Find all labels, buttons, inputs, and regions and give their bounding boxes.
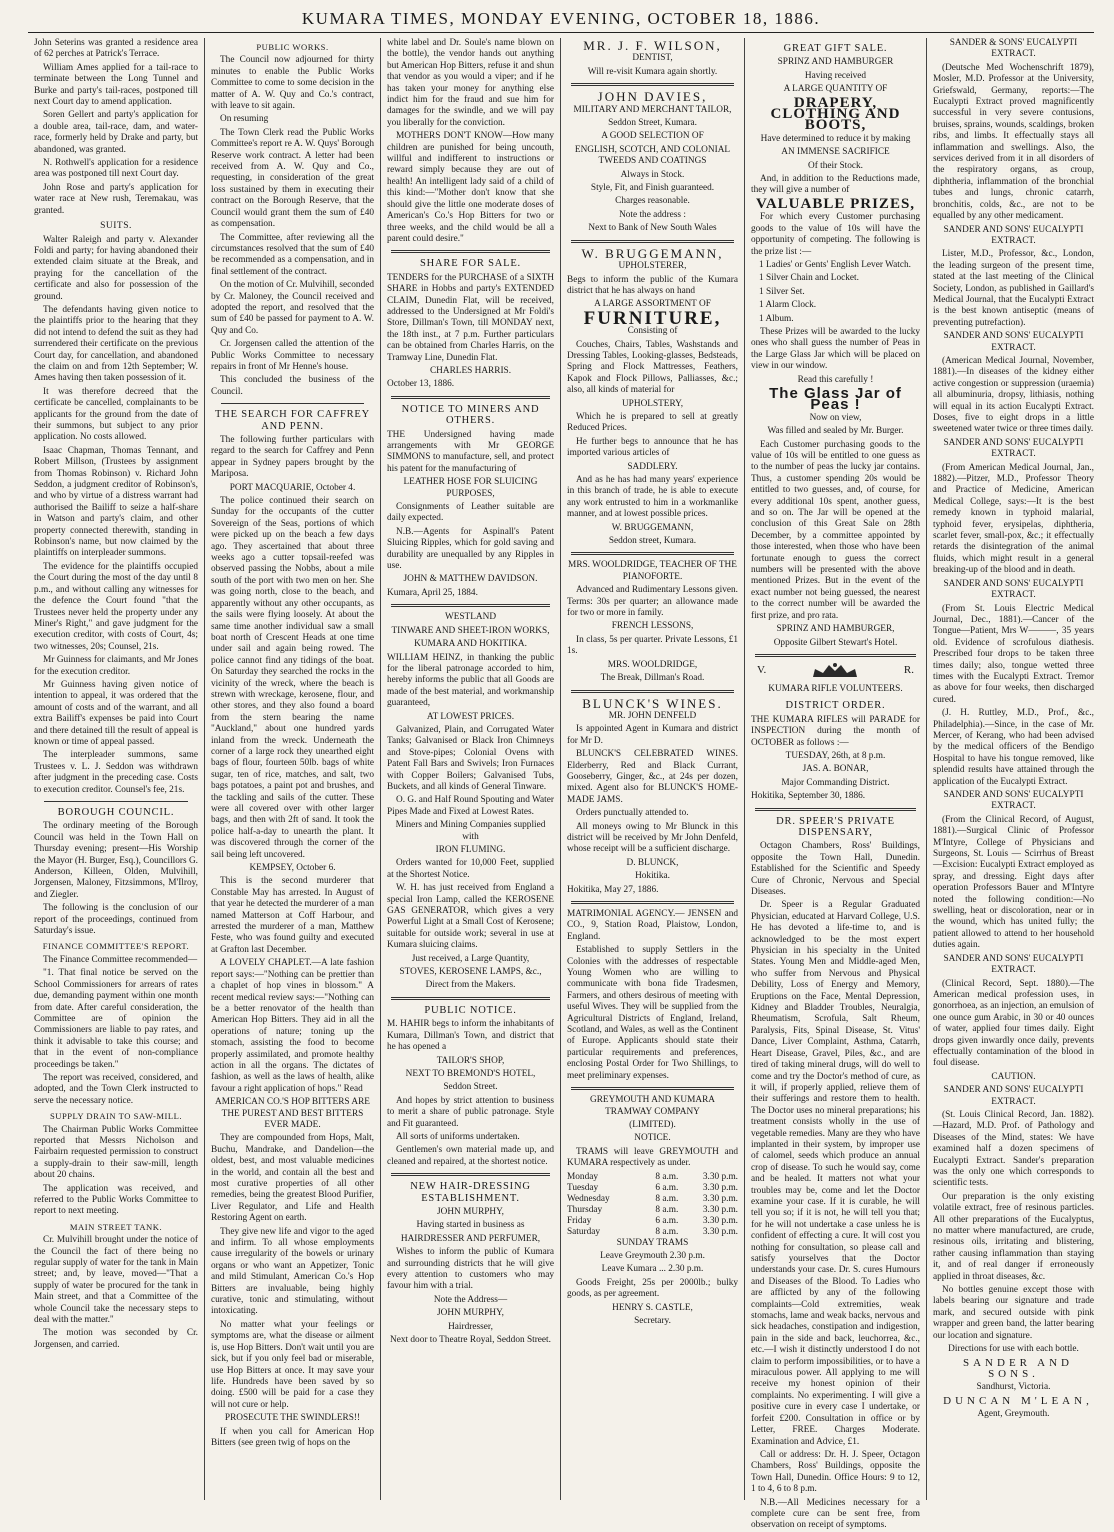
ad-line: HAIRDRESSER AND PERFUMER, [400,1233,541,1244]
paragraph: Begs to inform the public of the Kumara district that he has always on hand [567,274,738,296]
ad-line: DENTIST, [632,53,673,64]
paragraph: The Council now adjourned for thirty minutes to enable the Public Works Committee to come to some decision in the matter of A. W. Quy and Co.'s contract, with leave to sit again. [211,55,374,112]
paragraph: It was therefore decreed that the certificate be cancelled, complainants to be applicants for the ground from the date of their summons, but subject to any prior application. No costs allowed. [34,386,198,443]
paragraph: Mr Guinness having given notice of intention to appeal, it was ordered that the amount of costs and of the warrant, and all extra Bailiff's expenses be paid into Court and there detained till the result of appeal is known or time of appeal passed. [34,679,198,747]
paragraph: Next door to Theatre Royal, Seddon Street. [390,1335,551,1346]
ad-heading: SANDER AND SONS' EUCALYPTI EXTRACT. [943,331,1084,353]
ad-heading: BLUNCK'S WINES. [582,695,723,711]
signature: SPRINZ AND HAMBURGER, [776,624,895,635]
ad-heading: The Glass Jar of Peas ! [769,384,902,414]
ad-heading: SANDER AND SONS' EUCALYPTI EXTRACT. [943,1085,1084,1107]
ad-line: Style, Fit, and Finish guaranteed. [590,183,715,194]
paragraph: Is appointed Agent in Kumara and district for Mr D. [567,724,738,746]
ad-line: STOVES, KEROSENE LAMPS, &c., [399,967,542,978]
divider [571,83,734,86]
day-cell: Saturday [567,1226,601,1237]
paragraph: The motion was seconded by Cr. Jorgensen, and carried. [34,1328,198,1350]
paragraph: This is the second murderer that Constable May has arrested. In August of that year he detected the murderer of a man named Matterson at Coff Harbour, and arrested the murderer of a man, Matthew Feste, who was found guilty and executed at Grafton last December. [211,876,374,955]
paragraph: For which every Customer purchasing goods to the value of 10s will have the opportunity of competing. The following is the prize list :— [751,212,920,257]
ad-line: KUMARA AND HOKITIKA. [414,639,527,650]
paragraph: Couches, Chairs, Tables, Washstands and Dressing Tables, Looking-glasses, Bedsteads, Spring and Flock Mattresses, Feathers, Kapok and Flock Pillows, Palliasses, &c.; also, all kinds of material for [567,339,738,396]
paragraph: TRAMS will leave GREYMOUTH and KUMARA respectively as under. [567,1146,738,1169]
paragraph: (From St. Louis Electric Medical Journal, Dec., 1881).—Cancer of the Tongue—Patient, Mrs W———, 35 years old. Evidence of scrofulous diathesis. Prescribed four drops to be taken three times daily; also, tongue wetted three times with the Eucalypti Extract. Tremor as above for four weeks, then discharged cured. [933,603,1094,705]
paragraph: "1. That final notice be served on the School Commissioners for arrears of rates due, demanding payment within one month from date. After careful consideration, the Committee are of opinion the Commissioners are liable to pay rates, and think it advisable to take this course; and that in the event of non-compliance proceedings be taken." [34,968,198,1070]
column-2 [204,38,380,1500]
ad-line: A LARGE QUANTITY OF [783,84,888,95]
paragraph: (St. Louis Clinical Record, Jan. 1882).—Hazard, M.D. Prof. of Pathology and Diseases of the Mind, states: We have examined half a dozen specimens of Eucalypti Extract. Sander's preparation was the only one which corresponds to scientific tests. [933,1109,1094,1189]
dateline: PORT MACQUARIE, October 4. [229,482,356,493]
paragraph: THE KUMARA RIFLES will PARADE for INSPECTION during the month of OCTOBER as follows :— [751,714,920,748]
ad-heading: DRAPERY, CLOTHING AND BOOTS, [770,94,901,134]
ad-heading: W. BRUGGEMANN, [581,245,724,261]
ad-line: JOHN MURPHY, [437,1206,504,1217]
paragraph: (J. H. Ruttley, M.D., Prof., &c., Philadelphia).—Since, in the case of Mr. Mercer, of Kerang, who had been advised by the medical officers of the Bendigo Hospital to have his tongue removed, like splendid results have attained through the application of the Eucalypti Extract. [933,708,1094,787]
day-cell: Wednesday [567,1193,610,1204]
divider [391,997,550,1000]
time-cell: 3.30 p.m. [702,1182,738,1193]
ad-line: Was filled and sealed by Mr. Burger. [767,426,904,437]
timetable-row [567,1205,738,1216]
divider [755,808,916,811]
paragraph: On resuming [220,114,269,125]
divider [571,552,734,555]
emblem-letter: R. [903,664,914,677]
paragraph: Mr Guinness for claimants, and Mr Jones for the execution creditor. [34,655,198,677]
ad-line: UPHOLSTERY, [621,398,684,409]
ad-line: Seddon Street, Kumara. [608,118,697,129]
divider [755,654,916,657]
paragraph: No matter what your feelings or symptoms are, what the disease or ailment is, use Hop Bitters. Don't wait until you are sick, but if you only feel bad or miserable, use Hop Bitters at once. It may save your life. Hundreds have been saved by so doing. £500 will be paid for a case they will not cure or help. [211,1319,374,1410]
ad-line: Major Commanding District. [781,777,890,788]
ad-heading: SANDER AND SONS' EUCALYPTI EXTRACT. [943,953,1084,976]
column-4 [560,38,744,1500]
ad-line: AT LOWEST PRICES. [426,711,515,722]
timetable-row [567,1227,738,1238]
timetable-row [567,1183,738,1194]
ad-heading: PUBLIC NOTICE. [424,1004,517,1016]
timetable-row [567,1216,738,1227]
paragraph: And as he has had many years' experience in this branch of trade, he is able to execute any work entrusted to him in a workmanlike manner, and at lowest possible prices. [567,475,738,520]
section-heading: SUITS. [100,221,132,232]
ad-line: (LIMITED). [629,1119,676,1130]
time-cell: 3.30 p.m. [702,1171,738,1182]
time-cell: 3.30 p.m. [702,1193,738,1204]
time-cell: 8 a.m. [655,1171,679,1182]
prize-list [751,260,920,325]
time-cell: 6 a.m. [655,1215,679,1226]
crown-emblem [757,662,914,680]
divider [221,403,364,404]
ad-line: SPRINZ AND HAMBURGER [777,57,894,68]
divider [391,250,550,253]
paragraph: The defendants having given notice to the plaintiffs prior to the hearing that they did not intend to defend the suit as they had surrendered their certificate on the previous Court day, for cancellation, and abandoned the claim on and from 12th September; W. Ames having then taken possession of it. [34,304,198,384]
signature: SANDER AND SONS. [963,1356,1073,1380]
ad-line: MR. JOHN DENFELD [608,710,697,721]
paragraph: They give new life and vigor to the aged and infirm. To all whose employments cause irregularity of the bowels or urinary organs or who want an Appetizer, Tonic and mild Stimulant, American Co.'s Hop Bitters are invaluable, being highly curative, tonic and stimulating, without intoxicating. [211,1226,374,1317]
divider [44,801,188,802]
paragraph: Directions for use with each bottle. [948,1344,1079,1355]
list-item: 1 Alarm Clock. [759,300,817,311]
ad-line: Have determined to reduce it by making [760,133,911,144]
section-heading: PUBLIC WORKS. [256,42,329,52]
ad-line: SUNDAY TRAMS [616,1237,689,1248]
paragraph: The Finance Committee recommended— [43,954,198,965]
divider [571,690,734,693]
section-heading: MAIN STREET TANK. [69,1221,163,1232]
ad-line: Leave Greymouth 2.30 p.m. [600,1250,705,1261]
ad-line: A GOOD SELECTION OF [601,131,704,142]
paragraph: Just received, a Large Quantity, [411,953,530,964]
divider [571,901,734,904]
ad-line: WESTLAND [444,612,497,623]
paragraph: W. H. has just received from England a special Iron Lamp, called the KEROSENE GAS GENERATOR, which gives a very Powerful Light at a Small Cost of Kerosene; suitable for outside work; several in use at Kumara sluicing claims. [387,883,554,951]
paragraph: Orders wanted for 10,000 Feet, supplied at the Shortest Notice. [387,858,554,880]
ad-line: NEXT TO BREMOND'S HOTEL, [405,1068,536,1079]
columns [28,38,1100,1531]
ad-line: Opposite Gilbert Stewart's Hotel. [773,637,898,648]
paragraph: Walter Raleigh and party v. Alexander Foldi and party; for having abandoned their extended claim situate at the Break, and praying for the cancellation of the certificate and also for possession of the ground. [34,234,198,302]
paragraph: Gentlemen's own material made up, and cleaned and repaired, at the shortest notice. [387,1145,554,1167]
ad-line: Secretary. [634,1315,671,1326]
divider [391,1173,550,1176]
paragraph: BLUNCK'S CELEBRATED WINES. Elderberry, Red and Black Currant, Gooseberry, Ginger, &c., at 24s per dozen, mixed. Agent also for BLUNCK'S HOME-MADE JAMS. [567,749,738,805]
paragraph: Lister, M.D., Professor, &c., London, the leading surgeon of the present time, stated at the last meeting of the Clinical Society, London, as published in Gaillard's Medical Journal, that the Eucalypti Extract is the best known antiseptic (means of preventing putrefaction). [933,249,1094,328]
ad-heading: SANDER & SONS' EUCALYPTI EXTRACT. [949,38,1078,60]
paragraph: N.B.—All Medicines necessary for a complete cure can be sent free, from observation on receipt of symptoms. [751,1497,920,1531]
paragraph: Our preparation is the only existing volatile extract, free of resinous particles. All other preparations of the Eucalyptus, no matter where manufactured, are crude, resinous oils, irritating and blistering, rather causing inflammation than staying it, and of real danger if erroneously applied in throat diseases, &c. [933,1191,1094,1282]
signature: HENRY S. CASTLE, [612,1302,693,1313]
paragraph: M. HAHIR begs to inform the inhabitants of Kumara, Dillman's Town, and district that he has opened a [387,1019,554,1053]
ad-line: LEATHER HOSE FOR SLUICING PURPOSES, [403,477,538,499]
section-heading: SUPPLY DRAIN TO SAW-MILL. [49,1111,183,1122]
paragraph: He further begs to announce that he has imported various articles of [567,436,738,459]
paragraph: A LOVELY CHAPLET.—A late fashion report says:—"Nothing can be prettier than a chaplet of hop vines in blossom." A recent medical review says:—"Nothing can be a better renovator of the health than American Hop Bitters. They aid in all the operations of nature; toning up the stomach, assisting the food to become properly assimilated, and promote healthy action in all the organs. The dictates of fashion, as well as the laws of health, alike favour a right application of hops." Read [211,958,374,1094]
section-heading: FINANCE COMMITTEE'S REPORT. [42,941,190,952]
ad-heading: SHARE FOR SALE. [420,258,521,270]
date: Hokitika, May 27, 1886. [567,884,659,895]
dateline: KEMPSEY, October 6. [249,863,336,874]
paragraph: William Ames applied for a tail-race to terminate between the Long Tunnel and Burke and party's tail-races, postponed till next Court day to amend application. [34,62,198,108]
paragraph: Call or address: Dr. H. J. Speer, Octagon Chambers, Ross' Buildings, opposite the Town Hall, Dunedin. Office Hours: 9 to 12, 1 to 4, 6 to 8 p.m. [751,1449,920,1495]
paragraph: John Rose and party's application for water race at New rush, Teremakau, was granted. [34,182,198,216]
paragraph: On the motion of Cr. Mulvihill, seconded by Cr. Maloney, the Council received and adopted the report, and resolved that the sum of £40 be passed for payment to A. W. Quy and Co. [211,280,374,336]
ad-line: Of their Stock. [808,160,863,171]
day-cell: Monday [567,1171,598,1182]
ad-line: Next to Bank of New South Wales [588,223,717,234]
paragraph: N.B.—Agents for Aspinall's Patent Sluicing Ripples, which for gold saving and durability are unequalled by any Ripples in use. [387,526,554,572]
paragraph: MOTHERS DON'T KNOW—How many children are punished for being uncouth, willful and indifferent to instructions or reward simply because they are out of health! An intelligent lady said of a child of this kind:—"Mother don't know that she should give the little one moderate doses of American's Co.'s Hop Bitters for two or three weeks, and the child would be all a parent could desire." [387,131,554,244]
paragraph: They are compounded from Hops, Malt, Buchu, Mandrake, and Dandelion—the oldest, best, and most valuable medicines in the world, and contain all the best and most curative properties of all other remedies, being the greatest Blood Purifier, Liver Regulator, and Life and Health Restoring Agent on earth. [211,1133,374,1224]
paragraph: (From the Clinical Record, of August, 1881).—Surgical Clinic of Professor M'Intyre, College of Physicians and Surgeons, St. Louis — Scirrhus of Breast—Excision: Eucalypti Extract employed as spray, and dressing. Eight days after operation Professors Bauer and M'Intyre noted the following condition:—No swelling, heat or discoloration, near or in the wound, which has united fully; the patient allowed to attend to her household duties again. [933,814,1094,951]
ad-line: ENGLISH, SCOTCH, AND COLONIAL TWEEDS AND COATINGS [574,144,731,167]
column-6 [926,38,1100,1500]
ad-heading: GREAT GIFT SALE. [783,43,888,54]
column-1 [28,38,204,1500]
ad-line: UPHOLSTERER, [618,261,687,272]
paragraph: Established to supply Settlers in the Colonies with the addresses of respectable Young Women who are willing to communicate with bona fide Tradesmen, Farmers, and others desirous of meeting with useful Wives. They will be supplied from the Agricultural Districts of England, Ireland, Scotland, and Wales, as well as the Continent of Europe. Applicants should state their particular requirements and preferences, enclosing Postal Order for Two Shillings, to meet preliminary expenses. [567,945,738,1081]
paragraph: This concluded the business of the Council. [211,375,374,397]
ad-heading: TINWARE AND SHEET-IRON WORKS, [391,625,550,636]
divider [571,1087,734,1090]
ad-heading: SANDER AND SONS' EUCALYPTI EXTRACT. [943,790,1084,812]
divider [391,396,550,399]
paragraph: The Chairman Public Works Committee reported that Messrs Nicholson and Fairbairn requested permission to construct a supply-drain to their saw-mill, length about 20 chains. [34,1124,198,1181]
ad-heading: NEW HAIR-DRESSING ESTABLISHMENT. [410,1181,531,1204]
ad-line: Consisting of [627,326,678,337]
paragraph: Wishes to inform the public of Kumara and surrounding districts that he will give every attention to customers who may favour him with a trial. [387,1247,554,1292]
paragraph: N. Rothwell's application for a residence area was postponed till next Court day. [34,158,198,180]
column-5 [744,38,926,1531]
ad-line: Read this carefully ! [797,374,874,385]
ad-line: Agent, Greymouth. [977,1409,1050,1420]
paragraph: Isaac Chapman, Thomas Tennant, and Robert Millson, (Trustees by assignment from Thomas Robinson) v. Richard John Seddon, a judgment creditor of Robinson's, and who by virtue of a distress warrant had authorised the Bailiff to seize a half-share in Watson and party's claim, and other property connected therewith, standing in Robinson's name, but now claimed by the plaintiffs on interpleader summons. [34,445,198,559]
list-item: 1 Silver Chain and Locket. [759,273,859,284]
ad-line: FRENCH LESSONS, [611,621,694,632]
ad-line: AN IMMENSE SACRIFICE [781,147,890,158]
ad-line: NOTICE. [634,1133,671,1144]
ad-line: Hairdresser, [448,1321,493,1332]
timetable-row [567,1172,738,1183]
paragraph: Each Customer purchasing goods to the value of 10s will be entitled to one guess as to the number of peas the lucky jar contains. Thus, a customer spending 20s would be entitled to two guesses, and, of course, for every additional 10s spent, another guess, and so on. The Jar will be opened at the conclusion of this Great Sale on 28th December, by a committee appointed by those interested, when those who have been fortunate enough to guess the correct numbers will be presented with the above mentioned Prizes. But in the event of the exact number not being guessed, the nearest to the correct number will be awarded the first prize, and pro rata. [751,439,920,621]
ad-heading: SANDER AND SONS' EUCALYPTI EXTRACT. [943,437,1084,460]
paragraph: Dr. Speer is a Regular Graduated Physician, educated at Harvard College, U.S. He has devoted a life-time to, and is acknowledged to be the most expert Physician in his specialty in the United States. Young Men and Middle-aged Men, who suffer from Nervous and Physical Debility, Loss of Energy and Memory, Eruptions on the Face, Mental Depression, Kidney and Bladder Troubles, Neuralgia, Rheumatism, Scrofula, Salt Rheum, Paralysis, Fits, Spinal Disease, St. Vitus' Dance, Liver Complaint, Asthma, Catarrh, Heart Disease, Gravel, Piles, &c., and are tired of taking mineral drugs, will do well to come and try the Doctor's method of cure, as it will, if properly applied, relieve them of their sufferings and restore them to health. The Doctor uses no mineral preparations; his treatment consists wholly in the use of vegetable remedies. Many are they who have implanted in their system, by improper use of calomel, seeds which produce an annual crop of disease. To such he would say, come and be healed. It matters not what your troubles may be, come and let the Doctor examine your case. If it is curable, he will tell you so; if it is not, he will tell you that; for he will not undertake a case unless he is confident of effecting a cure. It will cost you nothing for consultation, so please call and satisfy yourselves that the Doctor understands your case. Dr. S. cures Humours and Diseases of the Blood. To Ladies who are afflicted by any of the following complaints—Cold extremities, weak stomachs, lame and weak backs, nervous and sick headaches, constipation and indigestion, pain in the side and back, leuchorrea, &c., etc.—I wish it distinctly understood I do not claim to perform impossibilities, or to have a miraculous power. All applying to me will receive my honest opinion of their complaints. No experimenting. I will give a positive cure in every case I undertake, or forfeit £200. Consultation in office or by Letter, FREE. Charges Moderate. Examination and Advice, £1. [751,900,920,1447]
paragraph: Goods Freight, 25s per 2000lb.; bulky goods, as per agreement. [567,1277,738,1300]
signature: JAS. A. BONAR, [802,764,869,775]
time-cell: 8 a.m. [655,1204,679,1215]
ad-line: Note the address : [619,209,686,220]
column-3 [380,38,560,1500]
signature: DUNCAN M'LEAN, [943,1394,1093,1407]
paragraph: Having started in business as [416,1220,525,1231]
paragraph: THE Undersigned having made arrangements with Mr GEORGE SIMMONS to manufacture, sell, and protect his patent for the manufacturing of [387,429,554,474]
divider [391,604,550,607]
list-item: 1 Ladies' or Gents' English Lever Watch. [759,259,911,270]
paragraph: The application was received, and referred to the Public Works Committee to report to next meeting. [34,1183,198,1217]
ad-heading: SANDER AND SONS' EUCALYPTI EXTRACT. [943,578,1084,601]
paragraph: Consignments of Leather suitable are daily expected. [387,502,554,524]
paragraph: The following further particulars with regard to the search for Caffrey and Penn appear in Sydney papers brought by the Mariposa. [211,435,374,480]
paragraph: The report was received, considered, and adopted, and the Town Clerk instructed to serve the necessary notice. [34,1072,198,1106]
ad-heading: PROSECUTE THE SWINDLERS!! [224,1413,361,1424]
ad-heading: GREYMOUTH AND KUMARA TRAMWAY COMPANY [590,1095,715,1117]
paragraph: Orders punctually attended to. [576,808,689,819]
ad-heading: FURNITURE, [583,307,722,329]
ad-line: Charges reasonable. [615,196,690,207]
paragraph: The ordinary meeting of the Borough Council was held in the Town Hall on Thursday evening; present—His Worship the Mayor (H. Burger, Esq.), Councillors G. Anderson, Killeen, Olden, Mulvihill, Jorgensen, Maloney, Fitzsimmons, M'Ilroy, and Ziegler. [34,821,198,900]
paragraph: The Committee, after reviewing all the circumstances resolved that the sum of £40 be recommended as a compensation, and in final settlement of the contract. [211,232,374,277]
time-cell: 3.30 p.m. [702,1215,738,1226]
paragraph: The following is the conclusion of our report of the proceedings, continued from Saturday's issue. [34,903,198,937]
paragraph: (Deutsche Med Wochenschrift 1879), Mosler, M.D. Professor at the University, Griefswald, Germany, reports:—The Eucalypti Extract proved magnificently successful in very severe contusions, bruises, sprains, wounds, scaldings, broken ribs, and limbs. It effectually stays all inflammation and swellings. Also, the services derived from it in all disorders of the respiratory organs, as croup, diphtheria, inflammation of the bronchial tubes and lungs, chronic catarrh, bronchitis, colds, &c., are not to be equalled by any other medicament. [933,62,1094,222]
paragraph: And hopes by strict attention to business to merit a share of public patronage. Style and Fit guaranteed. [387,1095,554,1129]
paragraph: Galvanized, Plain, and Corrugated Water Tanks; Galvanised or Black Iron Chimneys and Stove-pipes; Colonial Ovens with Patent Fall Bars and Swivels; Iron Furnaces with Copper Boilers; Galvanised Tubs, Buckets, and all kinds of General Tinware. [387,724,554,792]
paragraph: Cr. Jorgensen called the attention of the Public Works Committee to necessary repairs in front of Mr Henne's house. [211,339,374,372]
emblem-letter: V. [757,664,767,677]
paragraph: Note the Address— [433,1294,508,1305]
date: Kumara, April 25, 1884. [387,587,478,598]
divider [571,240,734,243]
paragraph: Advanced and Rudimentary Lessons given. Terms: 30s per quarter; an allowance made for two or more in family. [567,585,738,619]
time-cell: 6 a.m. [655,1182,679,1193]
signature: JOHN & MATTHEW DAVIDSON. [403,574,538,585]
date: October 13, 1886. [387,379,455,390]
date: Hokitika, September 30, 1886. [751,791,866,802]
ad-line: Sandhurst, Victoria. [976,1382,1051,1393]
ad-line: Seddon street, Kumara. [608,536,697,547]
ad-heading: MR. J. F. WILSON, [583,38,722,53]
paragraph: These Prizes will be awarded to the lucky ones who shall guess the number of Peas in the Large Glass Jar which will be placed on view in our window. [751,326,920,372]
paragraph: In class, 5s per quarter. Private Lessons, £1 1s. [567,634,738,657]
ad-line: SADDLERY. [627,461,678,472]
ad-heading: SANDER AND SONS' EUCALYPTI EXTRACT. [943,224,1084,246]
signature: W. BRUGGEMANN, [611,522,694,533]
paragraph: (Clinical Record, Sept. 1880).—The American medical profession uses, in gonorrhoea, as an injection, an emulsion of one ounce gum Arabic, in 30 or 40 ounces of water, applied four times daily. Eight drops given inwardly once daily, prevents effectually contamination of the blood in foul disease. [933,978,1094,1069]
ad-heading: DR. SPEER'S PRIVATE DISPENSARY, [776,815,895,838]
paragraph: (From American Medical Journal, Jan., 1882).—Pitzer, M.D., Professor Theory and Practice of Medicine, American Medical College, says:—It is the best remedy known in typhoid malarial, typhoid fever, erysipelas, diphtheria, scarlet fever, small-pox, &c.; it effectually retards the disintegration of the animal fluids, which might result in a general breaking-up of the blood and in death. [933,462,1094,576]
paragraph: white label and Dr. Soule's name blown on the bottle), the vendor hands out anything but American Hop Bitters, refuse it and shun that vendor as you would a viper; and if he has taken your money for anything else indict him for the fraud and sue him for damages for the swindle, and we will pay you liberally for the conviction. [387,38,554,128]
ad-line: JOHN MURPHY, [437,1308,504,1319]
paragraph: Soren Gellert and party's application for a double area, tail-race, dam, and water-race, formerly held by Drake and party, but abandoned, was granted. [34,110,198,155]
signature: CHARLES HARRIS. [429,365,512,376]
timetable-row [567,1194,738,1205]
tram-timetable [567,1172,738,1238]
paragraph: All moneys owing to Mr Blunck in this district will be received by Mr John Denfeld, whose receipt will be a sufficient discharge. [567,821,738,855]
ad-heading: VALUABLE PRIZES, [755,195,916,212]
paragraph: Which he is prepared to sell at greatly Reduced Prices. [567,411,738,434]
signature: D. BLUNCK, [626,857,679,868]
crown-icon [805,662,865,680]
ad-line: Seddon Street. [443,1082,498,1093]
paragraph: TENDERS for the PURCHASE of a SIXTH SHARE in Hobbs and party's EXTENDED CLAIM, Dunedin Flat, will be received, addressed to the Undersigned at Mr Foldi's Store, Dillman's Town, till MONDAY next, the 18th inst., at 7 p.m. Further particulars can be obtained from Charles Harris, on the Tramway Line, Dunedin Flat. [387,272,554,363]
ad-line: TAILOR'S SHOP, [436,1055,505,1066]
article-heading: THE SEARCH FOR CAFFREY AND PENN. [214,409,370,432]
paragraph: If when you call for American Hop Bitters (see green twig of hops on the [211,1426,374,1448]
ad-heading: MRS. WOOLDRIDGE, TEACHER OF THE PIANOFORTE. [568,560,737,582]
masthead: KUMARA TIMES, MONDAY EVENING, OCTOBER 18, 1886. [28,6,1094,33]
ad-heading: MATRIMONIAL AGENCY.— JENSEN and CO., 9, Station Road, Plaistow, London, England. [567,909,738,942]
paragraph: No bottles genuine except those with labels bearing our signature and trade mark, and secured outside with pink wrapper and green band, the latter bearing our location and signature. [933,1285,1094,1341]
ad-line: Always in Stock. [620,169,685,180]
ad-line: A LARGE ASSORTMENT OF [594,299,711,310]
ad-line: MILITARY AND MERCHANT TAILOR, [573,104,732,115]
ad-line: Will re-visit Kumara again shortly. [587,66,718,77]
time-cell: 8 a.m. [655,1193,679,1204]
ad-line: TUESDAY, 26th, at 8 p.m. [785,750,886,761]
time-cell: 8 a.m. [655,1226,679,1237]
paragraph: Octagon Chambers, Ross' Buildings, opposite the Town Hall, Dunedin. Established for the Scientific and Speedy Cure of Chronic, Nervous and Special Diseases. [751,841,920,897]
paragraph: John Seterins was granted a residence area of 62 perches at Patrick's Terrace. [34,38,198,60]
time-cell: 3.30 p.m. [702,1204,738,1215]
time-cell: 3.30 p.m. [702,1226,738,1237]
ad-line: Now on view, [809,412,862,423]
ad-line: Having received [804,70,867,81]
ad-heading: CAUTION. [991,1071,1036,1082]
paragraph: O. G. and Half Round Spouting and Water Pipes Made and Fixed at Lowest Rates. [387,795,554,817]
ad-heading: DISTRICT ORDER. [785,700,886,712]
article-heading: BOROUGH COUNCIL. [57,807,175,818]
day-cell: Friday [567,1215,592,1226]
paragraph: The evidence for the plaintiffs occupied the Court during the most of the day until 8 p.m., and without calling any witnesses for the defence the Court found "that the Trustees never held the property under any Miner's Right," and gave judgment for the execution creditor, with costs of Court, 4s; two witnesses, 20s; Counsel, 21s. [34,561,198,652]
paragraph: Cr. Mulvihill brought under the notice of the Council the fact of there being no regular supply of water for the tank in Main street; and, by leave, moved—"That a supply of water be procured for the tank in Main street, and that a Committee of the whole Council take the necessary steps to deal with the matter." [34,1235,198,1326]
day-cell: Tuesday [567,1182,599,1193]
ad-heading: JOHN DAVIES, [597,89,708,105]
signature: MRS. WOOLDRIDGE, [607,659,698,670]
paragraph: And, in addition to the Reductions made, they will give a number of [751,174,920,196]
paragraph: Direct from the Makers. [425,980,516,991]
ad-heading: NOTICE TO MINERS AND OTHERS. [401,403,540,427]
ad-heading: AMERICAN CO.'S HOP BITTERS ARE THE PUREST AND BEST BITTERS EVER MADE. [214,1097,370,1130]
list-item: 1 Silver Set. [759,286,805,297]
ad-line: Leave Kumara ... 2.30 p.m. [601,1264,704,1275]
paragraph: The interpleader summons, same Trustees v. L. J. Seddon was withdrawn after judgment in the preceding case. Costs to execution creditor. Counsel's fee, 21s. [34,750,198,795]
ad-line: The Break, Dillman's Road. [600,673,705,684]
list-item: 1 Album. [759,313,794,324]
paragraph: WILLIAM HEINZ, in thanking the public for the liberal patronage accorded to him, hereby informs the public that all Goods are made of the best material, and workmanship guaranteed, [387,652,554,709]
ad-heading: KUMARA RIFLE VOLUNTEERS. [768,683,903,694]
paragraph: Miners and Mining Companies supplied with [395,820,546,842]
paragraph: All sorts of uniforms undertaken. [396,1131,520,1142]
paragraph: (American Medical Journal, November, 1881).—In diseases of the kidney either active congestion or suppression (uraemia) all albuminuria, dropsy, lithiasis, nothing will equal in its action Eucalypti Extract. Doses, five to eight drops in a little sweetened water twice or three times daily. [933,355,1094,435]
paragraph: The police continued their search on Sunday for the occupants of the cutter Sovereign of the Seas, portions of which were picked up on the beach a few days ago. They ascertained that about three weeks ago a cutter topsail-reefed was observed passing the Nobbs, about a mile south of the port with two men on her. She was going north, close to the beach, and apparently without any other occupants, as the sails were flying loosely. At about the same time another individual saw a small boat north of Crescent Heads at one time under sail and again being rowed. The police cannot find any tidings of the boat. On Saturday they searched the rocks in the vicinity of the wreck, where the beach is strewn with wreckage, kerosene, flour, and other stores, and they also found a board from the stern bearing the name "Auckland," about one hundred yards inland from the wreck. Underneath the corner of a large rock they unearthed eight bags of flour, fourteen 50lb. bags of white sugar, ten of rice, matches, and salt, two bags potatoes, a paint pot and brushes, and the tackling and sails of the cutter. These were all covered over with other larger bags, and then with 2ft of sand. It took the police half-a-day to unearth the plant. It was discovered through the corner of the sail being left uncovered. [211,496,374,860]
ad-line: IRON FLUMING. [435,845,506,855]
paragraph: The Town Clerk read the Public Works Committee's report re A. W. Quys' Borough Reserve work contract. A letter had been received from A. W. Quy and Co., requesting, in consideration of the great loss sustained by them in executing their contract on the Borough Reserve, that the Council would grant them the sum of £40 as compensation. [211,127,374,230]
ad-line: Hokitika. [635,871,670,882]
day-cell: Thursday [567,1204,603,1215]
